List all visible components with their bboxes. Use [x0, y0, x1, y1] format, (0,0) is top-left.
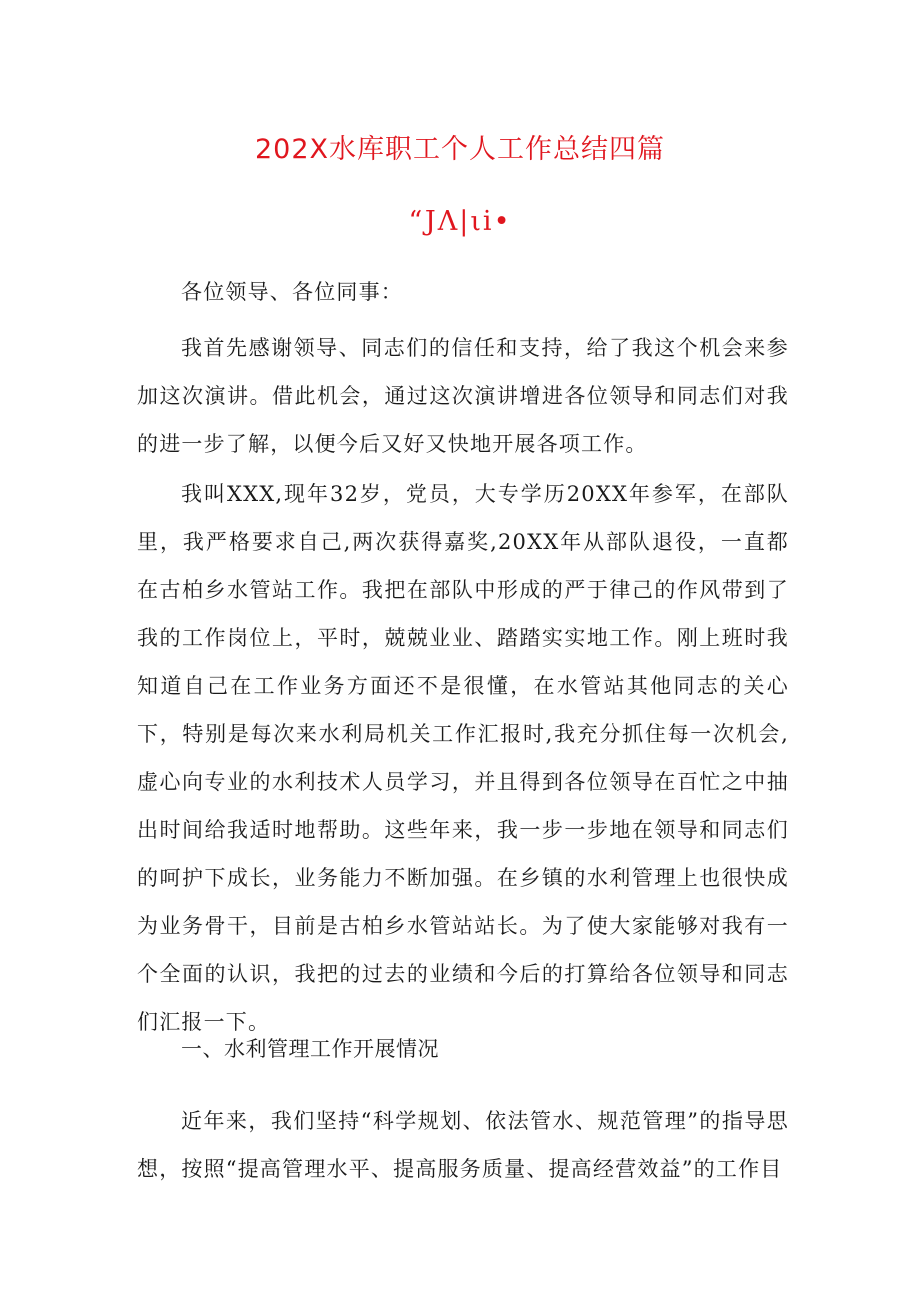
document-subtitle: “JΛ|ιi• — [408, 206, 512, 237]
bio-paragraph: 我叫XXX,现年32岁，党员，大专学历20XX年参军，在部队里，我严格要求自己,两次获得嘉奖,20XX年从部队退役，一直都在古柏乡水管站工作。我把在部队中形成的严于律己的作风带到了我的工作岗位上，平时，兢兢业业、踏踏实实地工作。刚上班时我知道自己在工作业务方面还不是很懂，在水管站其他同志的关心下，特别是每次来水利局机关工作汇报时,我充分抓住每一次机会,虚心向专业的水利技术人员学习，并且得到各位领导在百忙之中抽出时间给我适时地帮助。这些年来，我一步一步地在领导和同志们的呵护下成长，业务能力不断加强。在乡镇的水利管理上也很快成为业务骨干，目前是古柏乡水管站站长。为了使大家能够对我有一个全面的认识，我把的过去的业绩和今后的打算给各位领导和同志们汇报一下。 — [137, 482, 789, 1034]
intro-paragraph: 我首先感谢领导、同志们的信任和支持，给了我这个机会来参加这次演讲。借此机会，通过这次演讲增进各位领导和同志们对我的进一步了解，以便今后又好又快地开展各项工作。 — [137, 336, 789, 456]
document-title: 202X水库职工个人工作总结四篇 — [254, 134, 666, 165]
recent-work-paragraph: 近年来，我们坚持“科学规划、依法管水、规范管理”的指导思想，按照“提高管理水平、提高服务质量、提高经营效益”的工作目 — [137, 1109, 789, 1181]
section-heading: 一、水利管理工作开展情况 — [181, 1037, 439, 1061]
greeting-paragraph: 各位领导、各位同事： — [181, 280, 403, 304]
